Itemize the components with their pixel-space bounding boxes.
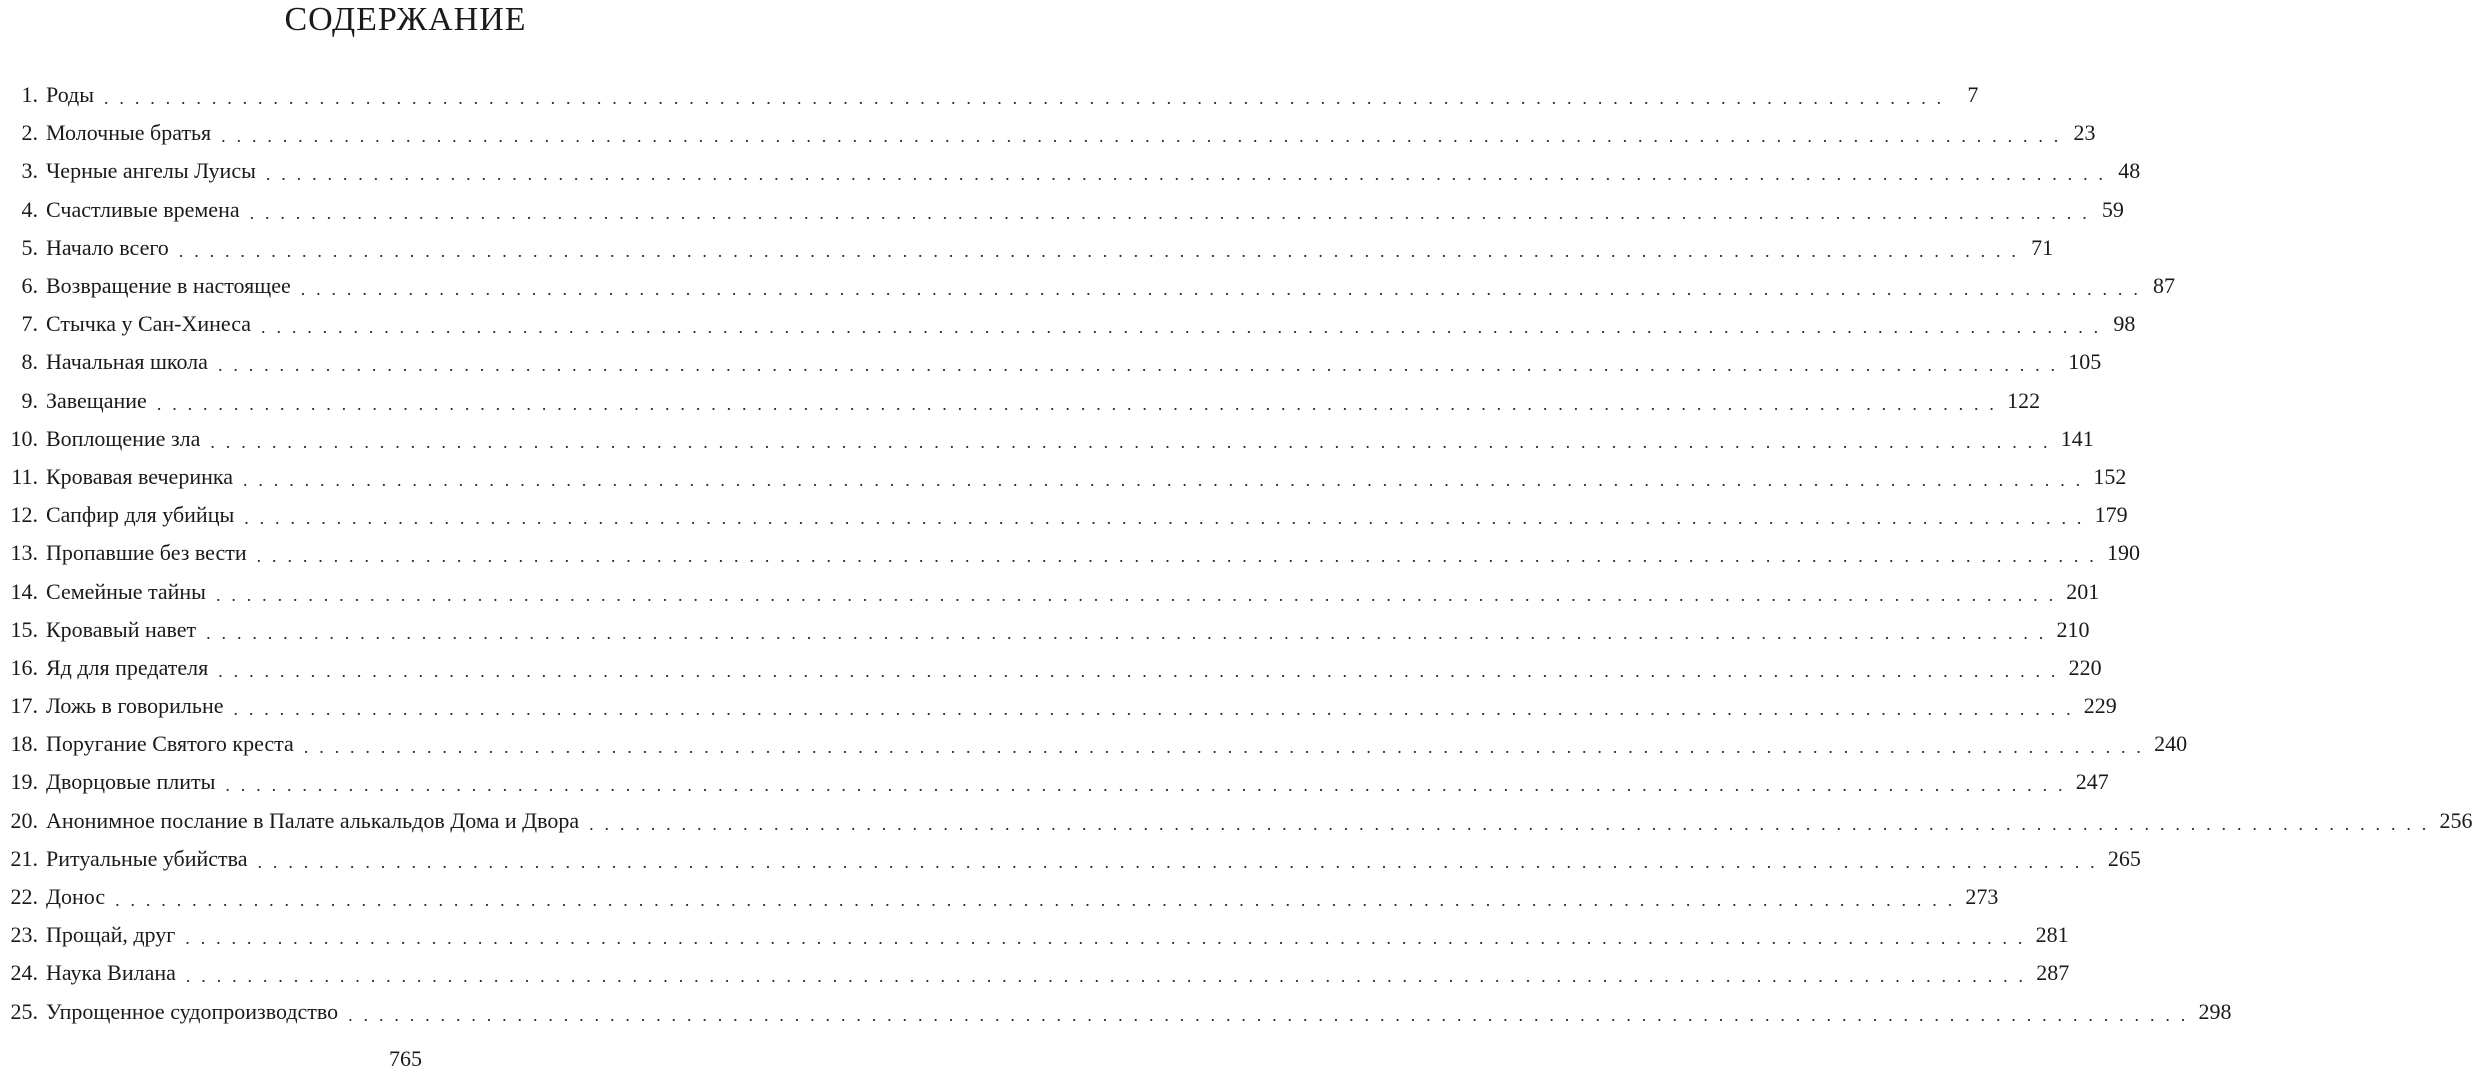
page-title: СОДЕРЖАНИЕ [284, 1, 527, 38]
toc-entry-page: 141 [2060, 425, 2094, 451]
toc-entry-number: 19. [10, 769, 38, 795]
toc-entry-page: 229 [2083, 693, 2117, 719]
page-number: 765 [389, 1046, 422, 1071]
toc-entry [0, 687, 2117, 725]
toc-entry [0, 267, 2176, 305]
toc-entry-title: Ложь в говорильне [46, 693, 224, 719]
dot-leader: . . . . . . . . . . . . . . . . . . . . . . . . . . . . . . . . . . . . . . . . . . . . . . . . . . . . . . . . . . . . . . . . . . . . . . . . . . . . . . . . . . . . . . . . . . . . . . . . . . . . . . . . . . . . . . . . . . . . . . . . [303, 737, 2145, 758]
toc-entry-page: 240 [2154, 731, 2188, 757]
toc-entry [0, 763, 2109, 801]
toc-entry-number: 12. [10, 502, 38, 528]
toc-entry [0, 993, 2232, 1031]
toc-entry [0, 534, 2140, 572]
toc-entry-title: Донос [46, 884, 106, 910]
toc-entry-number: 21. [10, 845, 38, 871]
toc-entry [0, 382, 2041, 420]
toc-entry-title: Счастливые времена [46, 196, 240, 222]
toc-entry-number: 10. [10, 425, 38, 451]
table-of-contents [0, 76, 2472, 1031]
toc-entry-page: 190 [2106, 540, 2140, 566]
toc-entry-number: 14. [10, 578, 38, 604]
toc-entry-number: 23. [10, 922, 38, 948]
toc-entry-title: Начало всего [46, 234, 169, 260]
toc-entry-page: 298 [2198, 998, 2232, 1024]
toc-entry [0, 114, 2096, 152]
toc-entry-title: Пропавшие без вести [46, 540, 247, 566]
dot-leader: . . . . . . . . . . . . . . . . . . . . . . . . . . . . . . . . . . . . . . . . . . . . . . . . . . . . . . . . . . . . . . . . . . . . . . . . . . . . . . . . . . . . . . . . . . . . . . . . . . . . . . . . . . . . . . . . . . . . . . . . [348, 1004, 2189, 1025]
toc-entry-number: 24. [10, 960, 38, 986]
toc-entry-page: 273 [1965, 884, 1999, 910]
toc-entry-page: 287 [2036, 960, 2070, 986]
toc-entry-title: Анонимное послание в Палате алькальдов Дома и Двора [46, 807, 580, 833]
toc-entry-number: 2. [21, 120, 38, 146]
dot-leader: . . . . . . . . . . . . . . . . . . . . . . . . . . . . . . . . . . . . . . . . . . . . . . . . . . . . . . . . . . . . . . . . . . . . . . . . . . . . . . . . . . . . . . . . . . . . . . . . . . . . . . . . . . . . . . . . . . . . . . . . [104, 88, 1945, 109]
toc-entry-number: 4. [21, 196, 38, 222]
dot-leader: . . . . . . . . . . . . . . . . . . . . . . . . . . . . . . . . . . . . . . . . . . . . . . . . . . . . . . . . . . . . . . . . . . . . . . . . . . . . . . . . . . . . . . . . . . . . . . . . . . . . . . . . . . . . . . . . . . . . . . . . [249, 202, 2090, 223]
toc-entry-page: 220 [2068, 654, 2102, 680]
dot-leader: . . . . . . . . . . . . . . . . . . . . . . . . . . . . . . . . . . . . . . . . . . . . . . . . . . . . . . . . . . . . . . . . . . . . . . . . . . . . . . . . . . . . . . . . . . . . . . . . . . . . . . . . . . . . . . . . . . . . . . . . [256, 546, 2097, 567]
dot-leader: . . . . . . . . . . . . . . . . . . . . . . . . . . . . . . . . . . . . . . . . . . . . . . . . . . . . . . . . . . . . . . . . . . . . . . . . . . . . . . . . . . . . . . . . . . . . . . . . . . . . . . . . . . . . . . . . . . . . . . . . [210, 431, 2051, 452]
toc-entry-page: 281 [2035, 922, 2069, 948]
dot-leader: . . . . . . . . . . . . . . . . . . . . . . . . . . . . . . . . . . . . . . . . . . . . . . . . . . . . . . . . . . . . . . . . . . . . . . . . . . . . . . . . . . . . . . . . . . . . . . . . . . . . . . . . . . . . . . . . . . . . . . . . [217, 355, 2059, 376]
dot-leader: . . . . . . . . . . . . . . . . . . . . . . . . . . . . . . . . . . . . . . . . . . . . . . . . . . . . . . . . . . . . . . . . . . . . . . . . . . . . . . . . . . . . . . . . . . . . . . . . . . . . . . . . . . . . . . . . . . . . . . . . [243, 469, 2084, 490]
toc-entry-number: 22. [10, 884, 38, 910]
toc-entry-page: 23 [2073, 120, 2096, 146]
toc-entry-title: Сапфир для убийцы [46, 502, 235, 528]
toc-entry-page: 122 [2007, 387, 2041, 413]
toc-entry-number: 6. [21, 273, 38, 299]
toc-entry [0, 649, 2102, 687]
dot-leader: . . . . . . . . . . . . . . . . . . . . . . . . . . . . . . . . . . . . . . . . . . . . . . . . . . . . . . . . . . . . . . . . . . . . . . . . . . . . . . . . . . . . . . . . . . . . . . . . . . . . . . . . . . . . . . . . . . . . . . . . [225, 775, 2066, 796]
dot-leader: . . . . . . . . . . . . . . . . . . . . . . . . . . . . . . . . . . . . . . . . . . . . . . . . . . . . . . . . . . . . . . . . . . . . . . . . . . . . . . . . . . . . . . . . . . . . . . . . . . . . . . . . . . . . . . . . . . . . . . . . [218, 660, 2059, 681]
toc-entry-number: 3. [21, 158, 38, 184]
dot-leader: . . . . . . . . . . . . . . . . . . . . . . . . . . . . . . . . . . . . . . . . . . . . . . . . . . . . . . . . . . . . . . . . . . . . . . . . . . . . . . . . . . . . . . . . . . . . . . . . . . . . . . . . . . . . . . . . . . . . . . . . [178, 240, 2020, 261]
toc-entry-page: 152 [2093, 463, 2127, 489]
toc-entry [0, 152, 2141, 190]
toc-entry-title: Стычка у Сан-Хинеса [46, 311, 252, 337]
toc-entry-page: 265 [2107, 845, 2141, 871]
dot-leader: . . . . . . . . . . . . . . . . . . . . . . . . . . . . . . . . . . . . . . . . . . . . . . . . . . . . . . . . . . . . . . . . . . . . . . . . . . . . . . . . . . . . . . . . . . . . . . . . . . . . . . . . . . . . . . . . . . . . . . . . [265, 164, 2107, 185]
toc-entry-title: Дворцовые плиты [46, 769, 216, 795]
toc-entry-title: Черные ангелы Луисы [46, 158, 256, 184]
toc-entry-number: 1. [21, 82, 38, 108]
dot-leader: . . . . . . . . . . . . . . . . . . . . . . . . . . . . . . . . . . . . . . . . . . . . . . . . . . . . . . . . . . . . . . . . . . . . . . . . . . . . . . . . . . . . . . . . . . . . . . . . . . . . . . . . . . . . . . . . . . . . . . . . [206, 622, 2047, 643]
toc-entry [0, 725, 2188, 763]
dot-leader: . . . . . . . . . . . . . . . . . . . . . . . . . . . . . . . . . . . . . . . . . . . . . . . . . . . . . . . . . . . . . . . . . . . . . . . . . . . . . . . . . . . . . . . . . . . . . . . . . . . . . . . . . . . . . . . . . . . . . . . . [221, 126, 2062, 147]
toc-entry-number: 20. [10, 807, 38, 833]
toc-entry-title: Поругание Святого креста [46, 731, 294, 757]
toc-entry-page: 71 [2031, 234, 2054, 260]
toc-entry-title: Кровавая вечеринка [46, 463, 233, 489]
dot-leader: . . . . . . . . . . . . . . . . . . . . . . . . . . . . . . . . . . . . . . . . . . . . . . . . . . . . . . . . . . . . . . . . . . . . . . . . . . . . . . . . . . . . . . . . . . . . . . . . . . . . . . . . . . . . . . . . . . . . . . . . [300, 279, 2142, 300]
toc-entry-number: 8. [21, 349, 38, 375]
dot-leader: . . . . . . . . . . . . . . . . . . . . . . . . . . . . . . . . . . . . . . . . . . . . . . . . . . . . . . . . . . . . . . . . . . . . . . . . . . . . . . . . . . . . . . . . . . . . . . . . . . . . . . . . . . . . . . . . . . . . . . . . [257, 851, 2098, 872]
toc-entry-title: Завещание [46, 387, 147, 413]
toc-entry-page: 98 [2113, 311, 2136, 337]
toc-entry-page: 59 [2101, 196, 2124, 222]
toc-entry-title: Семейные тайны [46, 578, 206, 604]
dot-leader: . . . . . . . . . . . . . . . . . . . . . . . . . . . . . . . . . . . . . . . . . . . . . . . . . . . . . . . . . . . . . . . . . . . . . . . . . . . . . . . . . . . . . . . . . . . . . . . . . . . . . . . . . . . . . . . . . . . . . . . . [244, 508, 2085, 529]
toc-entry-page: 48 [2118, 158, 2141, 184]
toc-entry [0, 878, 1999, 916]
toc-entry-number: 15. [10, 616, 38, 642]
toc-entry-title: Наука Вилана [46, 960, 176, 986]
toc-entry [0, 916, 2069, 954]
toc-entry-page: 179 [2094, 502, 2128, 528]
toc-entry-page: 201 [2066, 578, 2100, 604]
toc-entry-number: 5. [21, 234, 38, 260]
dot-leader: . . . . . . . . . . . . . . . . . . . . . . . . . . . . . . . . . . . . . . . . . . . . . . . . . . . . . . . . . . . . . . . . . . . . . . . . . . . . . . . . . . . . . . . . . . . . . . . . . . . . . . . . . . . . . . . . . . . . . . . . [261, 317, 2102, 338]
toc-entry [0, 305, 2136, 343]
dot-leader: . . . . . . . . . . . . . . . . . . . . . . . . . . . . . . . . . . . . . . . . . . . . . . . . . . . . . . . . . . . . . . . . . . . . . . . . . . . . . . . . . . . . . . . . . . . . . . . . . . . . . . . . . . . . . . . . . . . . . . . . [589, 813, 2430, 834]
toc-entry [0, 76, 1979, 114]
toc-entry-title: Упрощенное судопроизводство [46, 998, 339, 1024]
toc-entry-number: 17. [10, 693, 38, 719]
toc-entry [0, 572, 2100, 610]
dot-leader: . . . . . . . . . . . . . . . . . . . . . . . . . . . . . . . . . . . . . . . . . . . . . . . . . . . . . . . . . . . . . . . . . . . . . . . . . . . . . . . . . . . . . . . . . . . . . . . . . . . . . . . . . . . . . . . . . . . . . . . . [156, 393, 1998, 414]
dot-leader: . . . . . . . . . . . . . . . . . . . . . . . . . . . . . . . . . . . . . . . . . . . . . . . . . . . . . . . . . . . . . . . . . . . . . . . . . . . . . . . . . . . . . . . . . . . . . . . . . . . . . . . . . . . . . . . . . . . . . . . . [115, 890, 1956, 911]
toc-entry-page: 7 [1967, 82, 1979, 108]
toc-entry-title: Кровавый навет [46, 616, 197, 642]
dot-leader: . . . . . . . . . . . . . . . . . . . . . . . . . . . . . . . . . . . . . . . . . . . . . . . . . . . . . . . . . . . . . . . . . . . . . . . . . . . . . . . . . . . . . . . . . . . . . . . . . . . . . . . . . . . . . . . . . . . . . . . . [233, 699, 2074, 720]
toc-entry [0, 954, 2070, 992]
toc-entry [0, 496, 2128, 534]
toc-entry-title: Яд для предателя [46, 654, 209, 680]
toc-entry-number: 9. [21, 387, 38, 413]
toc-entry-page: 105 [2068, 349, 2102, 375]
toc-entry [0, 611, 2090, 649]
toc-entry-number: 7. [21, 311, 38, 337]
toc-entry [0, 802, 2472, 840]
toc-entry-title: Молочные братья [46, 120, 212, 146]
toc-entry-title: Начальная школа [46, 349, 208, 375]
toc-entry [0, 420, 2094, 458]
toc-entry [0, 840, 2141, 878]
toc-entry-page: 247 [2075, 769, 2109, 795]
toc-entry-title: Роды [46, 82, 95, 108]
toc-entry-page: 256 [2439, 807, 2472, 833]
toc-entry-number: 25. [10, 998, 38, 1024]
toc-entry-number: 11. [11, 463, 38, 489]
toc-entry [0, 191, 2124, 229]
toc-entry-page: 210 [2056, 616, 2090, 642]
toc-entry [0, 343, 2102, 381]
toc-entry-title: Ритуальные убийства [46, 845, 248, 871]
toc-entry [0, 458, 2127, 496]
toc-entry-title: Прощай, друг [46, 922, 176, 948]
toc-entry [0, 229, 2054, 267]
toc-entry-title: Возвращение в настоящее [46, 273, 291, 299]
dot-leader: . . . . . . . . . . . . . . . . . . . . . . . . . . . . . . . . . . . . . . . . . . . . . . . . . . . . . . . . . . . . . . . . . . . . . . . . . . . . . . . . . . . . . . . . . . . . . . . . . . . . . . . . . . . . . . . . . . . . . . . . [185, 966, 2027, 987]
toc-entry-page: 87 [2153, 273, 2176, 299]
toc-entry-number: 16. [10, 654, 38, 680]
toc-entry-number: 13. [10, 540, 38, 566]
dot-leader: . . . . . . . . . . . . . . . . . . . . . . . . . . . . . . . . . . . . . . . . . . . . . . . . . . . . . . . . . . . . . . . . . . . . . . . . . . . . . . . . . . . . . . . . . . . . . . . . . . . . . . . . . . . . . . . . . . . . . . . . [185, 928, 2026, 949]
dot-leader: . . . . . . . . . . . . . . . . . . . . . . . . . . . . . . . . . . . . . . . . . . . . . . . . . . . . . . . . . . . . . . . . . . . . . . . . . . . . . . . . . . . . . . . . . . . . . . . . . . . . . . . . . . . . . . . . . . . . . . . . [215, 584, 2057, 605]
toc-entry-title: Воплощение зла [46, 425, 201, 451]
toc-entry-number: 18. [10, 731, 38, 757]
